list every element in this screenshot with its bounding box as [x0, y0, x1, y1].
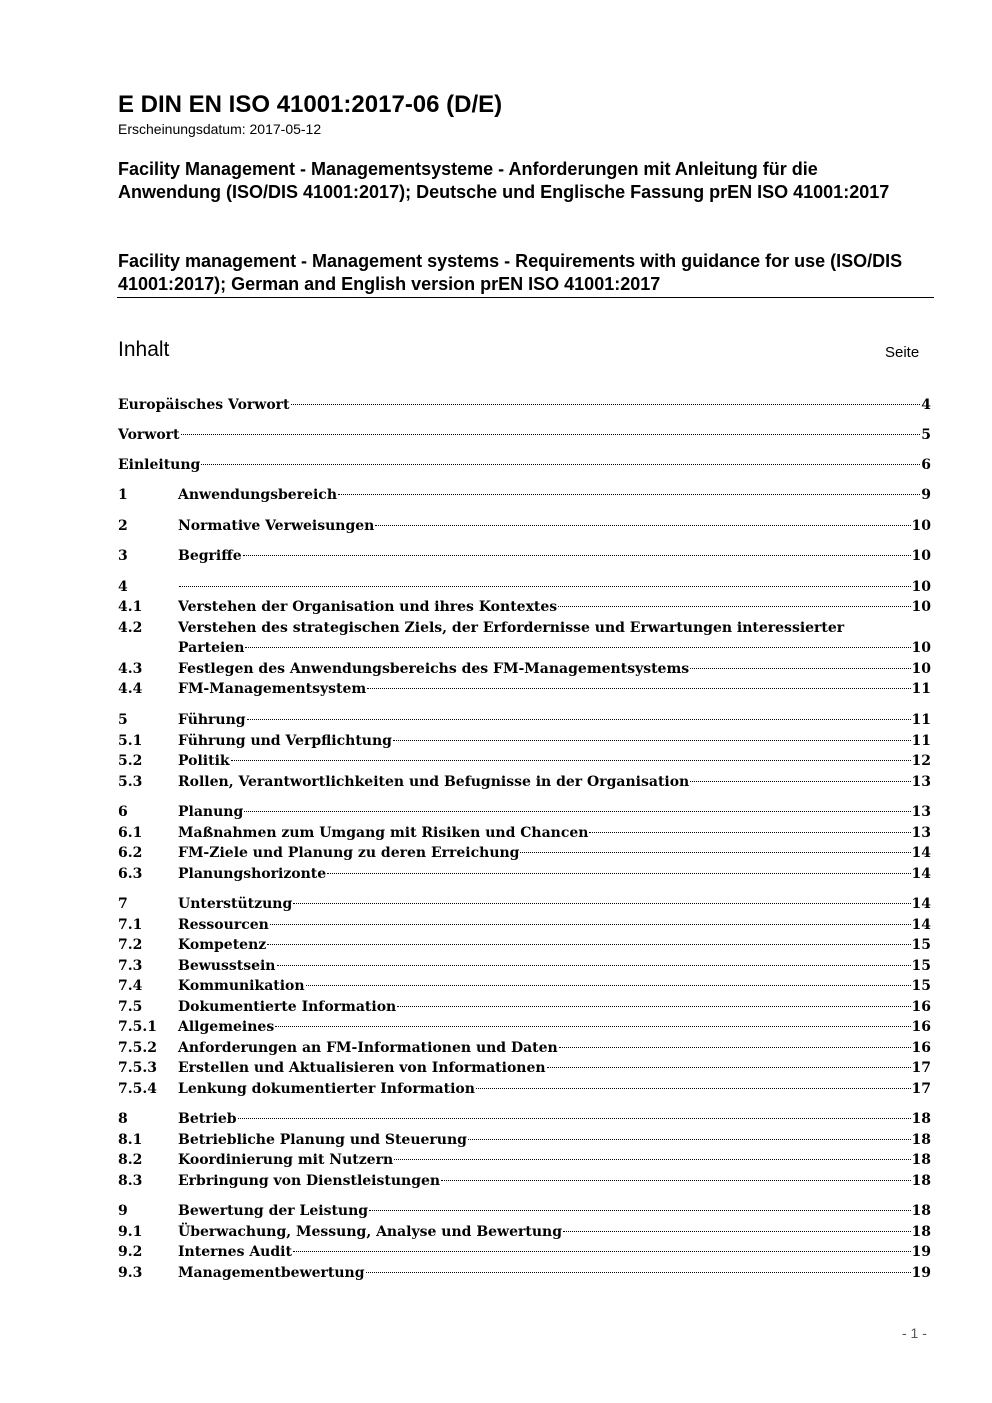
- toc-entry-number: 8.2: [118, 1152, 143, 1168]
- toc-entry-number: 8.3: [118, 1173, 143, 1189]
- toc-entry[interactable]: [118, 894, 931, 914]
- toc-dot-leader: [393, 740, 911, 741]
- toc-entry-title: Managementbewertung: [178, 1265, 365, 1281]
- toc-entry[interactable]: [118, 1263, 931, 1283]
- toc-entry-title: Betriebliche Planung und Steuerung: [178, 1132, 467, 1148]
- toc-entry-title: Allgemeines: [178, 1019, 275, 1035]
- toc-entry-number: 1: [118, 487, 128, 503]
- toc-entry[interactable]: [118, 864, 931, 884]
- toc-dot-leader: [441, 1180, 910, 1181]
- toc-entry-page: 10: [911, 599, 931, 615]
- toc-entry[interactable]: [118, 659, 931, 679]
- toc-dot-leader: [179, 586, 911, 587]
- toc-entry[interactable]: [118, 395, 931, 415]
- toc-entry-page: 5: [921, 427, 931, 443]
- toc-entry-number: 9: [118, 1203, 128, 1219]
- toc-dot-leader: [238, 1118, 911, 1119]
- toc-entry[interactable]: [118, 751, 931, 771]
- toc-entry-page: 19: [911, 1244, 931, 1260]
- toc-entry[interactable]: [118, 1130, 931, 1150]
- toc-entry-number: 8: [118, 1111, 128, 1127]
- toc-dot-leader: [201, 464, 920, 465]
- toc-entry-number: 7.5.1: [118, 1019, 157, 1035]
- toc-entry-number: 7.5.2: [118, 1040, 157, 1056]
- toc-entry-title: Einleitung: [118, 457, 201, 473]
- toc-entry-title: Anwendungsbereich: [178, 487, 337, 503]
- toc-entry-page: 11: [911, 712, 931, 728]
- toc-entry-number: 7.4: [118, 978, 143, 994]
- toc-entry-number: 7.5: [118, 999, 143, 1015]
- toc-entry-title: Führung: [178, 712, 246, 728]
- toc-entry-page: 9: [921, 487, 931, 503]
- toc-entry-page: 12: [911, 753, 931, 769]
- toc-entry-number: 7.3: [118, 958, 143, 974]
- toc-dot-leader: [293, 903, 910, 904]
- toc-entry[interactable]: [118, 577, 931, 597]
- toc-dot-leader: [181, 434, 921, 435]
- toc-page-label: Seite: [885, 344, 920, 361]
- toc-entry[interactable]: [118, 710, 931, 730]
- toc-entry[interactable]: [118, 1109, 931, 1129]
- toc-entry[interactable]: [118, 772, 931, 792]
- toc-entry[interactable]: [118, 823, 931, 843]
- toc-entry-page: 15: [911, 937, 931, 953]
- toc-entry-page: 15: [911, 978, 931, 994]
- toc-dot-leader: [394, 1159, 910, 1160]
- toc-dot-leader: [690, 668, 910, 669]
- toc-entry-title: Verstehen der Organisation und ihres Kontextes: [178, 599, 558, 615]
- toc-entry-title: Lenkung dokumentierter Information: [178, 1081, 475, 1097]
- toc-entry-title: Dokumentierte Information: [178, 999, 397, 1015]
- toc-entry[interactable]: [118, 618, 931, 658]
- toc-dot-leader: [375, 525, 910, 526]
- title-divider: [117, 297, 934, 298]
- toc-dot-leader: [563, 1231, 911, 1232]
- toc-entry-page: 11: [911, 733, 931, 749]
- toc-entry-page: 18: [911, 1111, 931, 1127]
- toc-dot-leader: [589, 832, 910, 833]
- toc-dot-leader: [231, 760, 911, 761]
- toc-entry[interactable]: [118, 976, 931, 996]
- toc-entry-page: 16: [911, 1019, 931, 1035]
- toc-entry-page: 4: [921, 397, 931, 413]
- toc-entry-title: Europäisches Vorwort: [118, 397, 290, 413]
- toc-entry-number: 4.1: [118, 599, 143, 615]
- toc-entry-title: Führung und Verpflichtung: [178, 733, 392, 749]
- toc-entry[interactable]: [118, 1242, 931, 1262]
- toc-entry-number: 5.1: [118, 733, 143, 749]
- toc-dot-leader: [558, 606, 910, 607]
- toc-entry[interactable]: [118, 485, 931, 505]
- toc-entry-title: Politik: [178, 753, 230, 769]
- toc-entry-page: 10: [911, 661, 931, 677]
- toc-dot-leader: [369, 1210, 910, 1211]
- toc-entry-page: 17: [911, 1060, 931, 1076]
- toc-entry[interactable]: [118, 802, 931, 822]
- toc-entry[interactable]: [118, 1222, 931, 1242]
- toc-entry-number: 5.2: [118, 753, 143, 769]
- toc-dot-leader: [327, 873, 910, 874]
- toc-entry[interactable]: [118, 679, 931, 699]
- toc-entry-title: Internes Audit: [178, 1244, 292, 1260]
- toc-entry-title: Vorwort: [118, 427, 180, 443]
- toc-entry-page: 17: [911, 1081, 931, 1097]
- toc-entry[interactable]: [118, 546, 931, 566]
- toc-entry-title: FM-Ziele und Planung zu deren Erreichung: [178, 845, 520, 861]
- toc-entry-number: 7.2: [118, 937, 143, 953]
- toc-entry-number: 4.4: [118, 681, 143, 697]
- toc-entry-page: 18: [911, 1173, 931, 1189]
- toc-entry-title: Bewertung der Leistung: [178, 1203, 369, 1219]
- toc-entry-page: 13: [911, 774, 931, 790]
- toc-entry-page: 13: [911, 804, 931, 820]
- toc-entry-title: Planung: [178, 804, 244, 820]
- toc-dot-leader: [277, 965, 911, 966]
- toc-dot-leader: [547, 1067, 911, 1068]
- toc-entry[interactable]: [118, 597, 931, 617]
- toc-dot-leader: [247, 719, 911, 720]
- toc-entry-page: 19: [911, 1265, 931, 1281]
- toc-entry-title: Anforderungen an FM-Informationen und Daten: [178, 1040, 558, 1056]
- toc-entry-number: 3: [118, 548, 128, 564]
- toc-entry-page: 16: [911, 999, 931, 1015]
- toc-dot-leader: [244, 811, 910, 812]
- toc-entry-page: 18: [911, 1224, 931, 1240]
- toc-dot-leader: [397, 1006, 910, 1007]
- toc-entry[interactable]: [118, 915, 931, 935]
- toc-entry-title: Planungshorizonte: [178, 866, 327, 882]
- page-number: - 1 -: [902, 1325, 927, 1341]
- toc-entry-title: Festlegen des Anwendungsbereichs des FM-Managementsystems: [178, 661, 690, 677]
- toc-entry[interactable]: [118, 731, 931, 751]
- toc-entry[interactable]: [118, 1017, 931, 1037]
- toc-entry[interactable]: [118, 956, 931, 976]
- toc-entry-number: 4.2: [118, 620, 143, 636]
- toc-dot-leader: [270, 924, 911, 925]
- toc-entry[interactable]: [118, 1201, 931, 1221]
- toc-entry-page: 14: [911, 896, 931, 912]
- toc-entry-number: 2: [118, 518, 128, 534]
- toc-entry-page: 14: [911, 845, 931, 861]
- toc-entry-page: 18: [911, 1152, 931, 1168]
- toc-entry[interactable]: [118, 997, 931, 1017]
- toc-dot-leader: [267, 944, 910, 945]
- title-english: Facility management - Management systems - Requirements with guidance for use (ISO/DIS 41001:2017); German and English version prEN ISO 41001:2017: [118, 251, 903, 294]
- toc-entry-page: 15: [911, 958, 931, 974]
- toc-entry[interactable]: [118, 935, 931, 955]
- toc-entry-title: Bewusstsein: [178, 958, 276, 974]
- toc-entry-title: Parteien: [178, 640, 245, 656]
- toc-heading: Inhalt: [118, 338, 170, 361]
- toc-entry-number: 6.2: [118, 845, 143, 861]
- toc-entry-number: 7.5.4: [118, 1081, 157, 1097]
- toc-dot-leader: [243, 555, 911, 556]
- toc-entry-number: 4.3: [118, 661, 143, 677]
- toc-entry-number: 6: [118, 804, 128, 820]
- toc-entry-number: 9.1: [118, 1224, 143, 1240]
- toc-entry-title: Erstellen und Aktualisieren von Informationen: [178, 1060, 546, 1076]
- toc-entry[interactable]: [118, 843, 931, 863]
- toc-entry-title: FM-Managementsystem: [178, 681, 367, 697]
- toc-entry[interactable]: [118, 455, 931, 475]
- toc-entry-title: Erbringung von Dienstleistungen: [178, 1173, 441, 1189]
- toc-dot-leader: [245, 647, 910, 648]
- toc-entry-number: 5: [118, 712, 128, 728]
- publication-date: Erscheinungsdatum: 2017-05-12: [118, 121, 322, 137]
- toc-dot-leader: [468, 1139, 911, 1140]
- toc-entry-page: 10: [911, 518, 931, 534]
- toc-entry-title: Normative Verweisungen: [178, 518, 375, 534]
- toc-entry-number: 6.1: [118, 825, 143, 841]
- toc-entry[interactable]: [118, 1058, 931, 1078]
- toc-entry-page: 18: [911, 1132, 931, 1148]
- toc-dot-leader: [291, 404, 921, 405]
- toc-entry-number: 7: [118, 896, 128, 912]
- toc-entry[interactable]: [118, 1079, 931, 1099]
- title-german: Facility Management - Managementsysteme - Anforderungen mit Anleitung für die Anwendung (ISO/DIS 41001:2017); Deutsche und Englische Fassung prEN ISO 41001:2017: [118, 159, 890, 202]
- toc-entry-title: Überwachung, Messung, Analyse und Bewertung: [178, 1224, 563, 1240]
- toc-entry-page: 16: [911, 1040, 931, 1056]
- toc-entry-page: 6: [921, 457, 931, 473]
- toc-entry-number: 6.3: [118, 866, 143, 882]
- toc-dot-leader: [367, 688, 910, 689]
- toc-entry-page: 10: [911, 579, 931, 595]
- toc-dot-leader: [520, 852, 910, 853]
- toc-entry-title-line1: Verstehen des strategischen Ziels, der Erfordernisse und Erwartungen interessierter: [178, 620, 845, 636]
- toc-dot-leader: [275, 1026, 910, 1027]
- toc-entry-page: 13: [911, 825, 931, 841]
- toc-entry-title: Maßnahmen zum Umgang mit Risiken und Chancen: [178, 825, 589, 841]
- toc-entry-title: Rollen, Verantwortlichkeiten und Befugnisse in der Organisation: [178, 774, 690, 790]
- toc-entry-number: 8.1: [118, 1132, 143, 1148]
- toc-entry[interactable]: [118, 1038, 931, 1058]
- document-title: E DIN EN ISO 41001:2017-06 (D/E): [118, 91, 503, 118]
- toc-entry-page: 10: [911, 640, 931, 656]
- toc-entry-title: Unterstützung: [178, 896, 293, 912]
- toc-entry-number: 5.3: [118, 774, 143, 790]
- toc-dot-leader: [338, 494, 920, 495]
- toc-dot-leader: [476, 1088, 911, 1089]
- toc-entry-title: Begriffe: [178, 548, 242, 564]
- toc-entry-title: Kompetenz: [178, 937, 267, 953]
- toc-entry-page: 14: [911, 917, 931, 933]
- toc-entry-page: 11: [911, 681, 931, 697]
- toc-entry-page: 18: [911, 1203, 931, 1219]
- toc-entry-page: 10: [911, 548, 931, 564]
- toc-entry[interactable]: [118, 425, 931, 445]
- toc-entry-title: Koordinierung mit Nutzern: [178, 1152, 394, 1168]
- toc-entry[interactable]: [118, 1171, 931, 1191]
- toc-dot-leader: [366, 1272, 911, 1273]
- toc-entry[interactable]: [118, 1150, 931, 1170]
- toc-entry[interactable]: [118, 516, 931, 536]
- toc-entry-number: 9.2: [118, 1244, 143, 1260]
- toc-entry-title: Ressourcen: [178, 917, 269, 933]
- toc-dot-leader: [690, 781, 910, 782]
- toc-entry-title: Betrieb: [178, 1111, 237, 1127]
- toc-dot-leader: [306, 985, 911, 986]
- toc-dot-leader: [293, 1251, 911, 1252]
- toc-entry-number: 9.3: [118, 1265, 143, 1281]
- toc-dot-leader: [559, 1047, 911, 1048]
- toc-entry-number: 7.1: [118, 917, 143, 933]
- toc-entry-number: 4: [118, 579, 128, 595]
- toc-entry-title: Kommunikation: [178, 978, 305, 994]
- toc-entry-number: 7.5.3: [118, 1060, 157, 1076]
- toc-entry-page: 14: [911, 866, 931, 882]
